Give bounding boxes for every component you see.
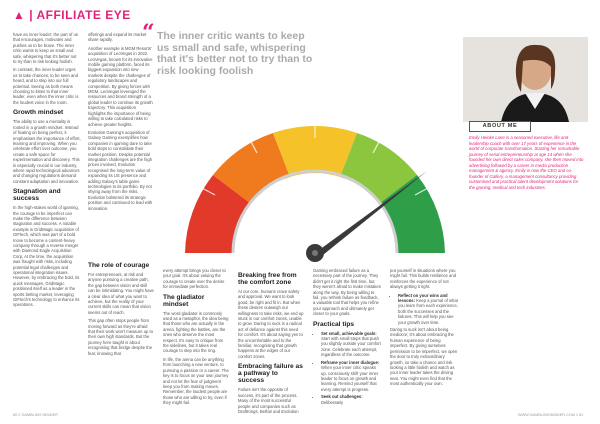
gauge-illustration <box>155 93 475 263</box>
tips-list-continued <box>390 293 458 325</box>
pull-quote <box>142 20 317 77</box>
tips-list <box>313 331 381 405</box>
column-2-continued <box>88 258 154 359</box>
subheading: The gladiator mindset <box>163 293 205 308</box>
paragraph: At our core, humans crave safety and approval. We want to look good, be right and fit in. But when these desires outweigh our willingness to take risks, we end up stuck in our comfort zones, unable to grow. Daring to suck is a radical act of defiance against this need for comfort. It's about saying yes to the uncomfortable and to the familiar, recognising that growth happens at the edges of our comfort zones. <box>238 289 304 359</box>
paragraph: In contrast, the inner leader urges us to take chances, to be seen and heard, and to step into our full potential. Seeing as both means choosing to listen to that inner leader, even when the inner critic is the loudest voice in the room. <box>13 67 79 105</box>
column-3 <box>163 268 229 409</box>
column-5 <box>313 268 381 407</box>
footer-right: WWW.GAMBLINGINSIDER.COM // 81 <box>518 413 584 417</box>
quote-mark-icon: “ <box>142 20 155 46</box>
paragraph: Another example is MGM Resorts' acquisition of LeoVegas in 2022. LeoVegas, known for its innovative mobile gaming platform, faced its biggest expansion into new markets despite the challenges of regulatory landscapes and competition. By giving forces with MGM, LeoVegas leveraged the resources and brand strength of a global leader to continue its growth trajectory. This acquisition highlights the importance of being willing to take calculated risks to achieve greater heights. <box>88 45 153 127</box>
list-item: • Reframe your inner dialogue: When your inner critic speaks up, consciously shift your inner leader to focus on growth and learning. Remind yourself that every attempt is progress. <box>321 360 381 392</box>
about-me-box <box>463 37 588 269</box>
column-2 <box>88 32 154 214</box>
paragraph: Daring to suck isn't about being mediocre; it's about embracing the human experience of being imperfect. By giving ourselves permission to be imperfect, we open the door to truly extraordinary growth, so take a chance and risk looking a little foolish and watch as your inner leader takes the driving seat. You might even find that the most authentically your own. <box>390 327 458 387</box>
paragraph: offerings and expand its market share rapidly. <box>88 32 147 43</box>
list-item: • Reflect on your wins and lessons: Keep a journal of what you learn from each experience, both the successes and the failures. This will help you see your growth over time. <box>398 293 458 325</box>
subheading: Breaking free from the comfort zone <box>238 272 297 286</box>
paragraph: For entrepreneurs, at risk and anyone pursuing a creative path, the gap between vision and skill can be intimidating. You might have a clear idea of what you want to achieve, but the reality of your current skills can mean that vision seems out of reach. <box>88 272 154 315</box>
list-item: • Seek out challenges: Deliberately <box>321 394 381 405</box>
footer-left: 80 // GAMBLING INSIDER <box>13 413 58 417</box>
portrait-image <box>463 37 588 122</box>
subheading: The role of courage <box>88 262 150 269</box>
subheading: Embracing failure as a pathway to success <box>238 363 303 385</box>
paragraph: Evolution Gaming's acquisition of Galaxy Gaming exemplifies how companies in igaming dare to take bold steps to consolidate their market position. Despite potential integration challenges are the high prices involved, Evolution recognised the long-term value of expanding its US presence and adding Galaxy's table game technologies to its portfolio. By not shying away from the risks, Evolution bolstered its strategic position and continued to lead with innovation. <box>88 129 153 211</box>
column-1 <box>13 32 81 311</box>
author-bio: Emily Heinke Lane is a seasoned executive, life and leadership coach with over 17 years of experience in the world of corporate transformation. Starting her remarkable journey of serial entrepreneurship at age 14 when she founded her own direct sales company, she then moved into advertising followed by a career in media production management & agency. Emily is now the CEO and co-founder of Gallery, a management consultancy providing customised and practical talent development solutions for the gaming, medical and tech industries. <box>469 135 584 190</box>
subheading: Practical tips <box>313 320 355 328</box>
pull-quote-text: The inner critic wants to keep us small and safe, whispering that it's better not to try than to risk looking foolish <box>157 30 313 77</box>
column-4 <box>238 268 304 417</box>
paragraph: put yourself in situations where you might fail. This builds resilience and reinforces the experience of not always getting it right. <box>390 268 457 290</box>
paragraph: Gaming embraced failure as a necessary part of the journey. They didn't get it right the first time, but they weren't afraid to make mistakes along the way. By being willing to fail, you rethink failure as feedback, a valuable tool that helps you refine your approach and ultimately get closer to your goals. <box>313 268 381 317</box>
section-header <box>13 8 131 22</box>
section-title: AFFILIATE EYE <box>36 8 131 22</box>
gauge-pivot-center <box>312 250 318 256</box>
author-photo <box>463 37 588 122</box>
paragraph: have an inner leader; the part of us that encourages, motivates and pushes us to be brave. The inner critic wants to keep us small and safe, whispering that it's better not to try than to risk looking foolish. <box>13 32 78 65</box>
paragraph: In life, the arena can be anything from launching a new venture, to pursuing a passion or a career. The key is to focus on your own journey and not let the fear of judgment keep you from making moves. Remember, the loudest people are those who are willing to try, even if they might fail. <box>163 356 229 406</box>
paragraph: The ability to use a mentality is rooted in a growth mindset. Instead of fixating on being perfect, it emphasises the importance of effort, learning and improving. When you celebrate effort over outcome, you create a safe space for experimentation and discovery. This is especially crucial in our industry, where rapid technological advances and changing regulations demand constant adaptation and innovation. <box>13 119 81 184</box>
paragraph: This gap often stops people from moving forward as they're afraid that their work won't measure up to their own high standards. But the journey here taught is about recognising that bridge despite the fear, knowing that <box>88 318 154 356</box>
subheading: Growth mindset <box>13 109 64 117</box>
list-item: • Set small, achievable goals: Start with small steps that push you slightly outside your comfort zone. Celebrate each attempt, regardless of the outcome. <box>321 331 381 358</box>
paragraph: The word gladiator is commonly used as a metaphor, the idea being that those who are actually in the arena, fighting the battles, are the ones who deserve the most respect. It's easy to critique from the sidelines, but it takes real courage to step into the ring. <box>163 310 229 354</box>
gauge-segments <box>185 126 445 253</box>
subheading: Stagnation and success <box>13 188 61 203</box>
about-me-label: ABOUT ME <box>469 121 531 132</box>
column-6 <box>390 268 458 390</box>
paragraph: In the high-stakes world of igaming, the courage to be imperfect can make the difference between stagnation and success. A notable example is GridMagic acquisition of GIFtech, which was part of a bold move to become a content-heavy company through a reverse merger with Diamond Eagle Acquisition Corp. At the time, the acquisition was fraught with risks, including potential legal challenges and operational integration issues. However, by embracing the bold, its quick messages, GridMagic positioned itself as a leader in the sports betting market, leveraging GIFtech's technology to enhance its operations. <box>13 205 80 308</box>
paragraph: Failure isn't the opposite of success, it's part of the process. Many of the most successful people and companies such as DraftKings, Betfair and Evolution <box>238 387 299 414</box>
paragraph: every attempt brings you closer to your goal. It's about valuing the courage to create over the desire for immediate perfection. <box>163 268 226 290</box>
section-header-bar: ▲ | <box>13 8 37 22</box>
